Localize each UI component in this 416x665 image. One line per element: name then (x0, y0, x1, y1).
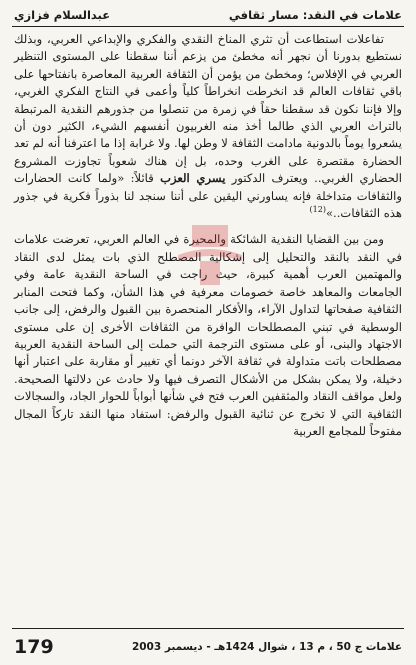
author-name: عبدالسلام فزازي (14, 8, 111, 22)
quoted-author-name: يسري العزب (160, 171, 226, 186)
page-footer (14, 634, 402, 660)
paragraph-1 (14, 31, 402, 222)
page-number: 179 (14, 636, 54, 658)
journal-citation: علامات ج 50 ، م 13 ، شوال 1424هـ - ديسمبر 2003 (131, 641, 402, 653)
paragraph-1-quote: قائلاً: «ولما كانت الحضارات والثقافات متداخلة فإنه يساورني اليقين على أننا سنجد لنا بذوراً فكرية في جذور هذه الثقافات..» (14, 171, 402, 221)
paragraph-2: ومن بين القضايا النقدية الشائكة والمحيرة في العالم العربي، تعرضت علامات في النقد بالنقد والتحليل إلى إشكالية المصطلح الذي بات يمثل لدى النقاد والمهتمين العرب أهمية كبيرة، حيث راجت في الساحة النقدية عامة وفي الجامعات والمعاهد خاصة خصومات معرفية في هذا الشأن، وكما فتحت المنابر الثقافية صفحاتها لتداول الآراء، والأفكار المنحصرة بين القبول والرفض، إلى جانب الوسطية في تبني المصطلحات الوافرة من الثقافات الأخرى إن على مستوى الاجتهاد والبنى، أو على مستوى الترجمة التي حملت إلى الساحة النقدية العربية مصطلحات باتت متداولة في ثقافة الآخر دونما أي تغيير أو مقاربة على اعتبار أنها دخيلة، ولا يمكن بشكل من الأشكال التصرف فيها ولا حادث عن دلالتها الصحيحة. ولعل مواقف النقاد والمثقفين العرب فتح في شأنها أبواباً للحوار الجاد، والسجالات الثقافية التي لا تخرج عن ثنائية القبول والرفض: استفاد منها النقد تاركاً المجال مفتوحاً للمجامع العربية (14, 232, 402, 438)
running-header (14, 6, 402, 24)
header-divider (12, 26, 404, 27)
article-body (14, 31, 402, 440)
paragraph-1-text: تفاعلات استطاعت أن تثري المناخ النقدي والفكري والإبداعي العربي، وبذلك نستطيع بدورنا أن نجهر أنه مخطئ من يزعم أننا سقطنا على المستوى التنظير العربي في الإفلاس؛ ومخطئ من يؤمن أن الثقافة العربية المعاصرة بانفتاحها على باقي ثقافات العالم قد انخرطت انخراطاً كلياً وأعمى في النتاج الفكري الغربي، وإلا فإننا نكون قد سقطنا حقاً في زمرة من تنصلوا من جذورهم النقدية المرتبطة بالتراث العربي الذي طالما أخذ منه الغربيون أنفسهم الشيء، الكثير دون أن يشعروا يوماً بالدونية مادامت الثقافة لا وطن لها. ولا غرابة إذا ما اعترفنا أنه لم تعد الحضارة مقتصرة على الغرب وحده، بل إن هناك شعوباً تجاوزت المشروع الحضاري الغربي.. ويعترف الدكتور (14, 32, 403, 186)
footer-divider (12, 628, 404, 629)
article-title: علامات في النقد: مسار ثقافي (228, 8, 402, 22)
footnote-reference: (12) (309, 205, 326, 215)
